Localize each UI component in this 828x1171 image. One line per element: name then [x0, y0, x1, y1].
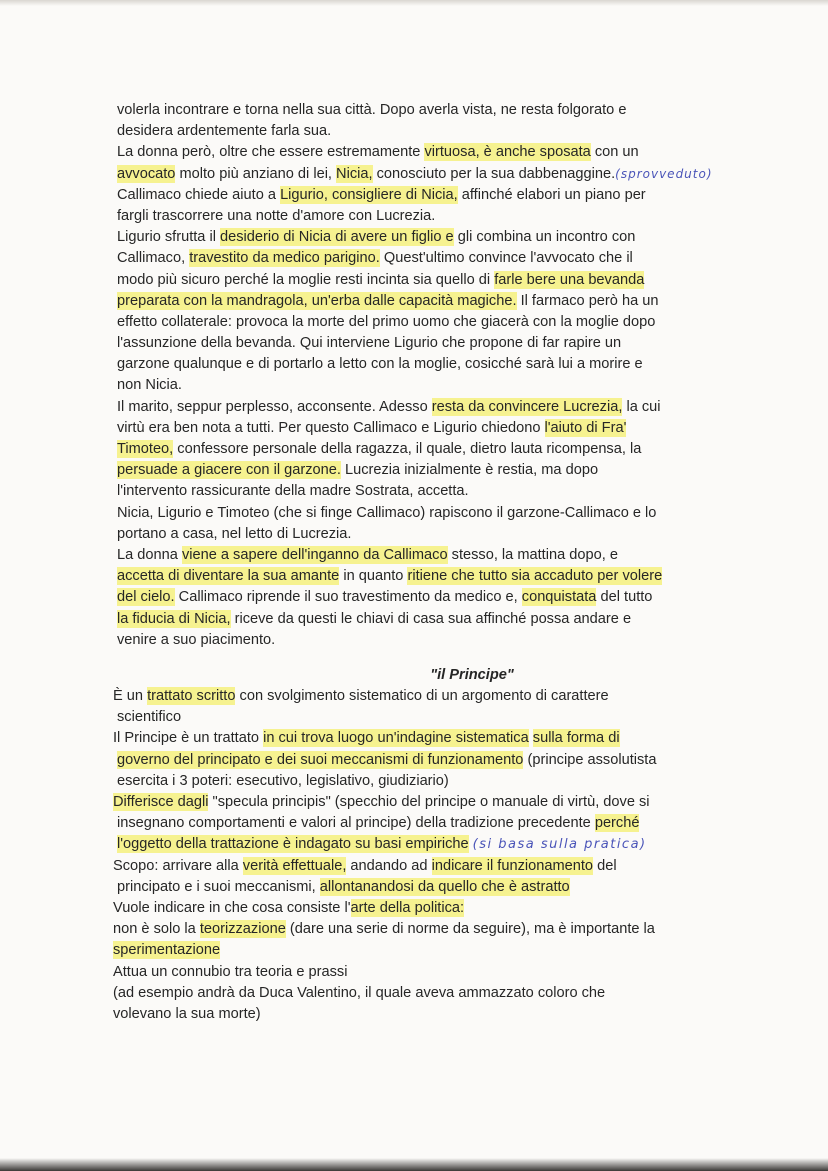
highlight: arte della politica: — [350, 899, 465, 916]
text-line: Attua un connubio tra teoria e prassi — [113, 963, 348, 980]
highlight: ritiene che tutto sia accaduto per volere — [407, 568, 663, 585]
highlight: avvocato — [117, 165, 176, 182]
text-line: La donna viene a sapere dell'inganno da Callimaco stesso, la mattina dopo, e — [117, 546, 618, 563]
text-line: portano a casa, nel letto di Lucrezia. — [117, 525, 352, 542]
highlight: Ligurio, consigliere di Nicia, — [280, 186, 458, 203]
text-line: garzone qualunque e di portarlo a letto con la moglie, cosicché sarà lui a morire e — [117, 356, 643, 373]
highlight: farle bere una bevanda — [494, 271, 645, 288]
highlight: Nicia, — [336, 165, 373, 182]
highlight: l'aiuto di Fra' — [544, 419, 627, 436]
highlight: conquistata — [521, 589, 597, 606]
text-line: avvocato molto più anziano di lei, Nicia, conosciuto per la sua dabbenaggine.(sprovveduto) — [117, 165, 713, 182]
highlight: preparata con la mandragola, un'erba dalle capacità magiche. — [117, 292, 517, 309]
highlight: virtuosa, è anche sposata — [424, 144, 591, 161]
text-line: (ad esempio andrà da Duca Valentino, il quale aveva ammazzato coloro che — [113, 984, 606, 1001]
text-line: persuade a giacere con il garzone. Lucrezia inizialmente è restia, ma dopo — [117, 462, 599, 479]
highlight: persuade a giacere con il garzone. — [117, 462, 341, 479]
highlight: viene a sapere dell'inganno da Callimaco — [181, 546, 448, 563]
text-line: Il marito, seppur perplesso, acconsente. Adesso resta da convincere Lucrezia, la cui — [117, 398, 661, 415]
text-line: Il Principe è un trattato in cui trova luogo un'indagine sistematica sulla forma di — [113, 730, 620, 747]
highlight: teorizzazione — [199, 921, 286, 938]
text-line: del cielo. Callimaco riprende il suo travestimento da medico e, conquistata del tutto — [117, 589, 653, 606]
text-line: Timoteo, confessore personale della ragazza, il quale, dietro lauta ricompensa, la — [117, 441, 642, 457]
text-line: principato e i suoi meccanismi, allontanandosi da quello che è astratto — [117, 878, 570, 895]
highlight: la fiducia di Nicia, — [117, 610, 231, 627]
text-line: insegnano comportamenti e valori al principe) della tradizione precedente perché — [117, 815, 640, 832]
highlight: sulla forma di — [532, 730, 620, 747]
text-line — [117, 834, 807, 855]
highlight: verità effettuale, — [242, 857, 347, 874]
text-line: esercita i 3 poteri: esecutivo, legislativo, giudiziario) — [117, 772, 449, 789]
text-line: Nicia, Ligurio e Timoteo (che si finge Callimaco) rapiscono il garzone-Callimaco e lo — [117, 504, 657, 521]
handwritten-note: (sprovveduto) — [615, 166, 713, 181]
document-text — [113, 100, 807, 1025]
spacer — [117, 651, 807, 665]
highlight: l'oggetto della trattazione è indagato su basi empiriche — [117, 836, 469, 853]
highlight: perché — [594, 815, 640, 832]
text-line: È un trattato scritto con svolgimento sistematico di un argomento di carattere — [113, 688, 609, 705]
text-line: Callimaco, travestito da medico parigino. Quest'ultimo convince l'avvocato che il — [117, 250, 633, 267]
highlight: allontanandosi da quello che è astratto — [319, 878, 570, 895]
text-line: desidera ardentemente farla sua. — [117, 123, 332, 140]
text-line: accetta di diventare la sua amante in quanto ritiene che tutto sia accaduto per volere — [117, 568, 663, 585]
text-line: volevano la sua morte) — [113, 1005, 261, 1022]
text-line: effetto collaterale: provoca la morte del primo uomo che giacerà con la moglie dopo — [117, 313, 656, 330]
text-line: fargli trascorrere una notte d'amore con Lucrezia. — [117, 207, 436, 224]
text-line: preparata con la mandragola, un'erba dalle capacità magiche. Il farmaco però ha un — [117, 292, 659, 309]
text-line: Callimaco chiede aiuto a Ligurio, consigliere di Nicia, affinché elabori un piano per — [117, 186, 646, 203]
text-line: governo del principato e dei suoi meccanismi di funzionamento (principe assolutista — [117, 751, 657, 768]
text-line: Ligurio sfrutta il desiderio di Nicia di avere un figlio e gli combina un incontro con — [117, 229, 636, 246]
text-line: la fiducia di Nicia, riceve da questi le chiavi di casa sua affinché possa andare e — [117, 610, 632, 627]
highlight: governo del principato e dei suoi meccanismi di funzionamento — [117, 751, 524, 768]
highlight: desiderio di Nicia di avere un figlio e — [220, 229, 454, 246]
text-line: volerla incontrare e torna nella sua città. Dopo averla vista, ne resta folgorato e — [117, 102, 627, 118]
text-line: La donna però, oltre che essere estremamente virtuosa, è anche sposata con un — [117, 144, 639, 161]
page-top-edge — [0, 0, 828, 6]
highlight: Timoteo, — [117, 441, 174, 457]
highlight: indicare il funzionamento — [431, 857, 594, 874]
text-line — [113, 940, 807, 961]
section-title: "il Principe" — [430, 666, 514, 683]
text-line: modo più sicuro perché la moglie resti incinta sia quello di farle bere una bevanda — [117, 271, 645, 288]
text-line: Vuole indicare in che cosa consiste l'arte della politica: — [113, 899, 465, 916]
text-line: venire a suo piacimento. — [117, 631, 276, 648]
handwritten-note: (si basa sulla pratica) — [472, 837, 647, 853]
highlight: in cui trova luogo un'indagine sistematica — [263, 730, 529, 747]
highlight: travestito da medico parigino. — [189, 250, 380, 267]
text-line: l'assunzione della bevanda. Qui interviene Ligurio che propone di far rapire un — [117, 335, 622, 352]
text-line: scientifico — [117, 709, 182, 726]
page-bottom-edge — [0, 1158, 828, 1171]
highlight: trattato scritto — [147, 688, 236, 705]
text-line: l'intervento rassicurante della madre Sostrata, accetta. — [117, 483, 469, 500]
text-line: Differisce dagli "specula principis" (specchio del principe o manuale di virtù, dove si — [113, 794, 650, 810]
text-line: virtù era ben nota a tutti. Per questo Callimaco e Ligurio chiedono l'aiuto di Fra' — [117, 419, 627, 436]
highlight: Differisce dagli — [113, 794, 209, 810]
highlight: del cielo. — [117, 589, 175, 606]
text-line: Scopo: arrivare alla verità effettuale, andando ad indicare il funzionamento del — [113, 857, 617, 874]
highlight: accetta di diventare la sua amante — [117, 568, 340, 585]
text-line: non è solo la teorizzazione (dare una serie di norme da seguire), ma è importante la — [113, 921, 655, 938]
text-line: non Nicia. — [117, 377, 182, 394]
highlight: resta da convincere Lucrezia, — [431, 398, 623, 415]
highlight: sperimentazione — [113, 942, 221, 959]
